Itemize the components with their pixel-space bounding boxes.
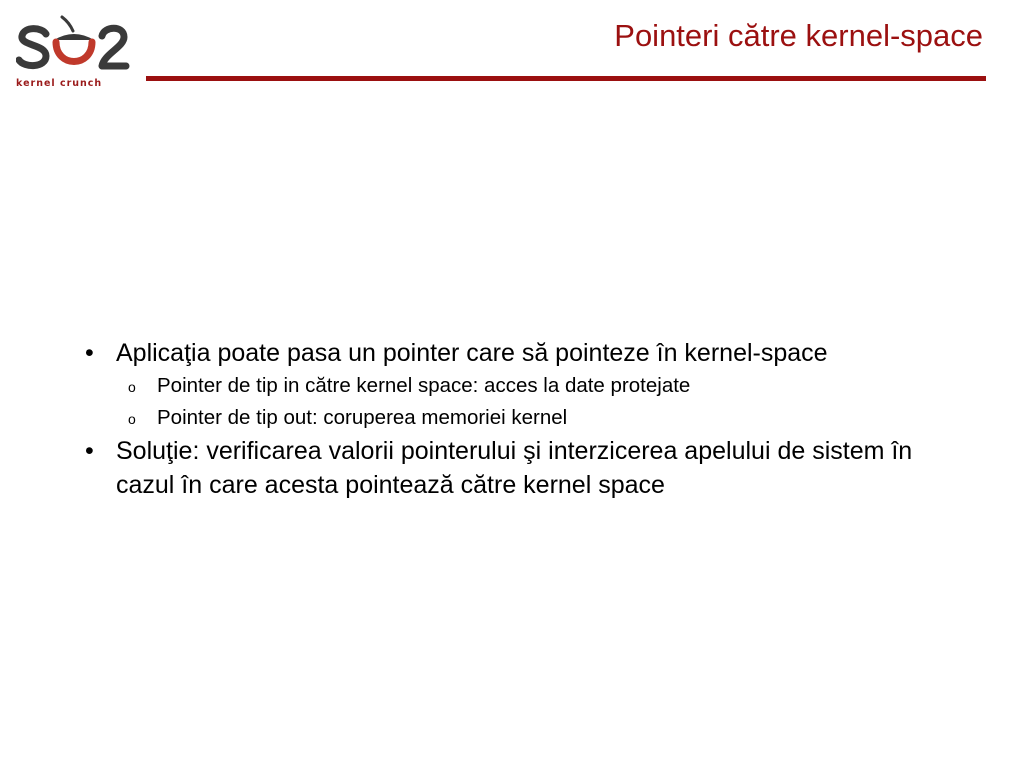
letter-s-shape (19, 29, 46, 66)
title-divider (146, 76, 986, 81)
acorn-stem-shape (62, 17, 73, 31)
so2-logo (16, 12, 131, 89)
acorn-body-shape (56, 42, 92, 62)
logo-wordmark: kernel crunch (16, 78, 103, 89)
digit-two-shape (102, 28, 126, 66)
sub-bullet-text: Pointer de tip out: coruperea memoriei kernel (157, 406, 568, 429)
sub-bullet-marker: o (128, 379, 136, 395)
sub-bullet-marker: o (128, 411, 136, 427)
bullet-item (82, 336, 942, 370)
sub-bullet-item (82, 402, 942, 434)
acorn-cap-shape (54, 34, 94, 40)
bullet-text: Soluţie: verificarea valorii pointerului şi interzicerea apelului de sistem în cazul în care acesta pointează către kernel space (116, 437, 913, 499)
slide-title: Pointeri către kernel-space (614, 18, 983, 53)
bullet-item (82, 434, 942, 502)
slide-content (82, 336, 942, 502)
sub-bullet-item (82, 370, 942, 402)
sub-bullet-text: Pointer de tip in către kernel space: acces la date protejate (157, 374, 691, 397)
bullet-marker: • (85, 437, 94, 465)
bullet-marker: • (85, 339, 94, 367)
bullet-text: Aplicaţia poate pasa un pointer care să pointeze în kernel-space (116, 339, 828, 367)
so2-logo-graphic (16, 12, 131, 74)
